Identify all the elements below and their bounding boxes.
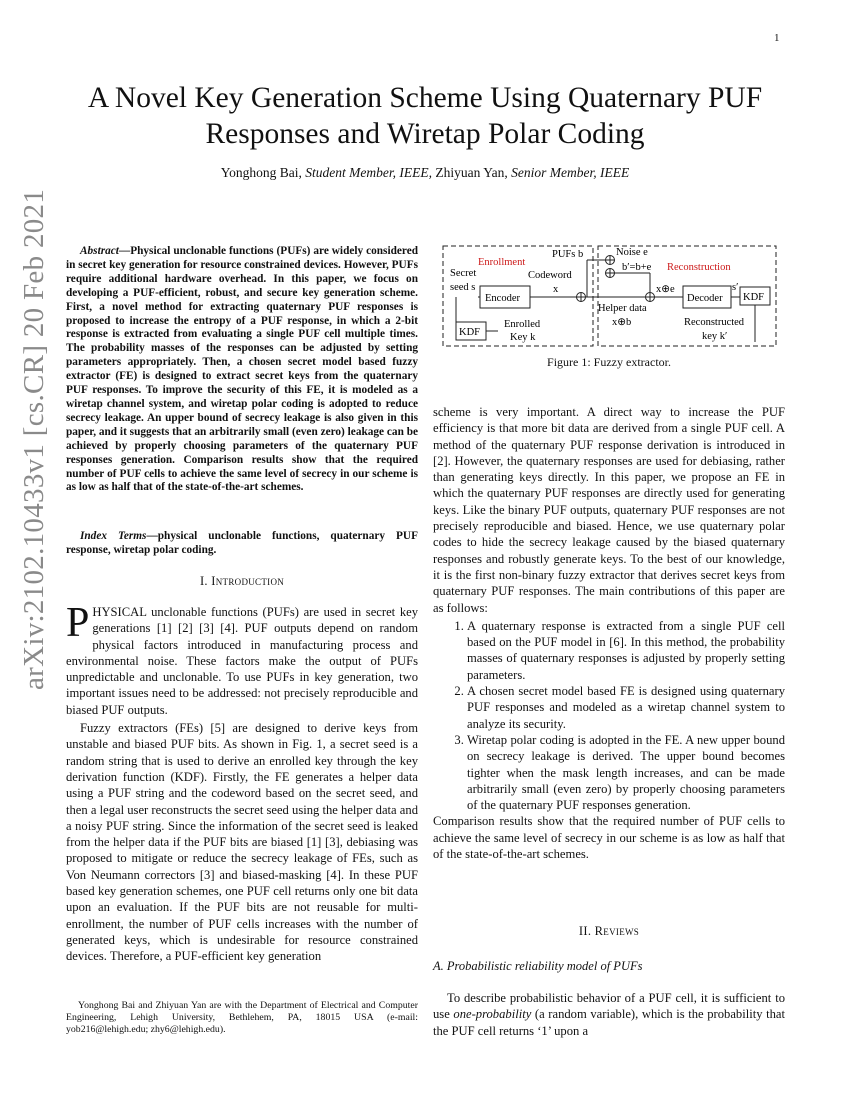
author-1-role: Student Member, IEEE, bbox=[305, 165, 432, 180]
key-k-prime-label: key k′ bbox=[702, 331, 728, 342]
section-1-heading bbox=[66, 573, 418, 589]
secret-label: Secret bbox=[450, 268, 477, 279]
section-2-numeral: II. bbox=[578, 924, 595, 938]
decoder-label: Decoder bbox=[687, 293, 723, 304]
right-column-body bbox=[433, 404, 785, 862]
page-number: 1 bbox=[774, 32, 780, 44]
author-footnote: Yonghong Bai and Zhiyuan Yan are with the Department of Electrical and Computer Engineering, Lehigh University, Bethlehem, PA, 18015 USA (e-mail: yob216@lehigh.edu; zhy6@lehigh.edu). bbox=[66, 1000, 418, 1035]
pufs-b-label: PUFs b bbox=[552, 249, 584, 260]
section-2-title: Reviews bbox=[594, 924, 640, 938]
right-paragraph-3-b: (a random variable), which is the probability that the PUF cell returns ‘1’ upon a bbox=[433, 1007, 785, 1038]
arxiv-identifier: arXiv:2102.10433v1 [cs.CR] 20 Feb 2021 bbox=[18, 188, 50, 690]
abstract-text: —Physical unclonable functions (PUFs) are widely considered in secret key generation for resource constrained devices. However, PUFs require additional hardware overhead. In this paper, we focus on developing a PUF-efficient, robust, and secure key generation scheme. First, a novel method for extracting quaternary PUF responses is proposed to increase the entropy of a PUF response, in which a 2-bit response is extracted from evaluating a single PUF cell multiple times. The probability masses of the responses can be adjusted by setting parameters appropriately. Then, a chosen secret model based fuzzy extractor (FE) is designed to extract secret keys from the quaternary PUF responses. To improve the security of this FE, it is modeled as a wiretap channel system, and wiretap polar coding is adopted to reduce secrecy leakage. An upper bound of secrecy leakage is also given in this paper, and it suggests that an arbitrarily small (even zero) leakage can be achieved by properly choosing parameters of the quaternary PUF responses generation. Comparison results show that the required number of PUF cells to achieve the same level of secrecy in our scheme is as low as half that of the state-of-the-art schemes. bbox=[66, 245, 418, 494]
noise-e-label: Noise e bbox=[616, 247, 648, 258]
paper-title: A Novel Key Generation Scheme Using Quaternary PUF Responses and Wiretap Polar Coding bbox=[87, 82, 763, 150]
contribution-2: 2. A chosen secret model based FE is designed using quaternary PUF responses and modeled as a wiretap channel system to analyze its security. bbox=[467, 683, 785, 732]
author-2-role: Senior Member, IEEE bbox=[511, 165, 630, 180]
abstract bbox=[66, 245, 418, 495]
section-1-numeral: I. bbox=[199, 574, 212, 588]
s-prime-label: s′ bbox=[732, 282, 739, 293]
key-k-label: Key k bbox=[510, 332, 536, 343]
reconstruction-label: Reconstruction bbox=[667, 262, 731, 273]
intro-paragraph-1 bbox=[66, 600, 418, 718]
x-xor-b-label: x⊕b bbox=[612, 317, 632, 328]
right-paragraph-3-a: To describe probabilistic behavior of a PUF cell, it is sufficient to use bbox=[433, 991, 785, 1022]
section-2-heading bbox=[433, 923, 785, 939]
b-prime-label: b′=b+e bbox=[622, 262, 652, 273]
right-paragraph-3 bbox=[433, 990, 785, 1039]
index-terms bbox=[66, 530, 418, 558]
enrollment-label: Enrollment bbox=[478, 257, 526, 268]
abstract-label: Abstract bbox=[80, 245, 119, 257]
subsection-a-heading: A. Probabilistic reliability model of PUFs bbox=[433, 959, 643, 973]
contributions-list bbox=[433, 618, 785, 814]
seed-label: seed s bbox=[450, 282, 476, 293]
x-xor-e-label: x⊕e bbox=[656, 284, 675, 295]
author-2-name: Zhiyuan Yan, bbox=[432, 165, 512, 180]
kdf-recon-label: KDF bbox=[743, 292, 765, 303]
section-1-title: Introduction bbox=[211, 574, 285, 588]
fuzzy-extractor-figure bbox=[440, 240, 780, 352]
helper-data-label: Helper data bbox=[598, 303, 647, 314]
author-1-name: Yonghong Bai, bbox=[220, 165, 306, 180]
contribution-1: 1. A quaternary response is extracted from a single PUF cell based on the PUF model in [6]. In this method, the probability masses of quaternary responses is adjusted by properly setting parameters. bbox=[467, 618, 785, 683]
intro-paragraph-2: Fuzzy extractors (FEs) [5] are designed to derive keys from unstable and biased PUF bits. As shown in Fig. 1, a secret seed is a random string that is used to derive an enrolled key through the key derivation function (KDF). Firstly, the FE generates a helper data using a PUF string and the codeword based on the secret seed, and then a legal user reconstructs the secret seed using the helper data and a noisy PUF string. Since the information of the secret seed is leaked from the helper data if the PUF bits are biased [1] [3], debiasing was proposed to mitigate or reduce the secrecy leakage of FEs, such as Von Neumann correctors [3] and biased-masking [4]. In these PUF based key generation schemes, one PUF cell returns only one bit data upon an evaluation. If the PUF bits are not reusable for multi-enrollment, the number of PUF cells increases with the number of generated keys, which is undesirable for resource constrained devices. Therefore, a PUF-efficient key generation bbox=[66, 721, 418, 964]
kdf-enroll-label: KDF bbox=[459, 327, 481, 338]
index-terms-label: Index Terms bbox=[80, 530, 147, 542]
right-paragraph-2: Comparison results show that the required number of PUF cells to achieve the same level of secrecy in our scheme is as low as half that of the state-of-the-art schemes. bbox=[433, 814, 785, 862]
right-paragraph-1: scheme is very important. A direct way to increase the PUF efficiency is that more bit data are derived from a single PUF cell. A method of the quaternary PUF response derivation is introduced in [2]. However, the quaternary responses are used for debiasing, rather than generating keys directly. In this paper, we propose an FE in which the quaternary PUF responses are directly used for generating keys. Like the binary PUF outputs, quaternary PUF responses are not precisely reproducible and biased. Hence, we use quaternary polar codes to hide the secrecy leakage caused by the biased quaternary responses and robustly generate keys. To the best of our knowledge, it is the first non-binary fuzzy extractor that derives secret keys from quaternary PUF responses. The main contributions of this paper are as follows: bbox=[433, 405, 785, 615]
figure-caption: Figure 1: Fuzzy extractor. bbox=[547, 355, 671, 369]
codeword-x: x bbox=[553, 284, 559, 295]
intro-paragraph-1-text: HYSICAL unclonable functions (PUFs) are used in secret key generations [1] [2] [3] [4]. PUF outputs depend on random physical factors introduced in manufacturing process and environmental noise. These factors make the output of PUFs unpredictable and unclonable. To use PUFs in key generation, two important issues need to be addressed: not precisely reproducible and biased PUF outputs. bbox=[66, 605, 418, 717]
reconstructed-label: Reconstructed bbox=[684, 317, 745, 328]
encoder-label: Encoder bbox=[485, 293, 520, 304]
codeword-label: Codeword bbox=[528, 270, 572, 281]
one-probability-term: one-probability bbox=[453, 1007, 532, 1022]
enrolled-label: Enrolled bbox=[504, 319, 541, 330]
contribution-3: 3. Wiretap polar coding is adopted in the FE. A new upper bound on secrecy leakage is derived. The upper bound becomes tighter when the mask length increases, and can be made arbitrarily small (even zero) by properly choosing parameters of the quaternary PUF responses generation. bbox=[467, 732, 785, 813]
author-line bbox=[40, 165, 810, 181]
drop-cap: P bbox=[66, 600, 90, 646]
index-terms-text: —physical unclonable functions, quaternary PUF response, wiretap polar coding. bbox=[66, 530, 418, 556]
introduction-body bbox=[66, 600, 418, 965]
